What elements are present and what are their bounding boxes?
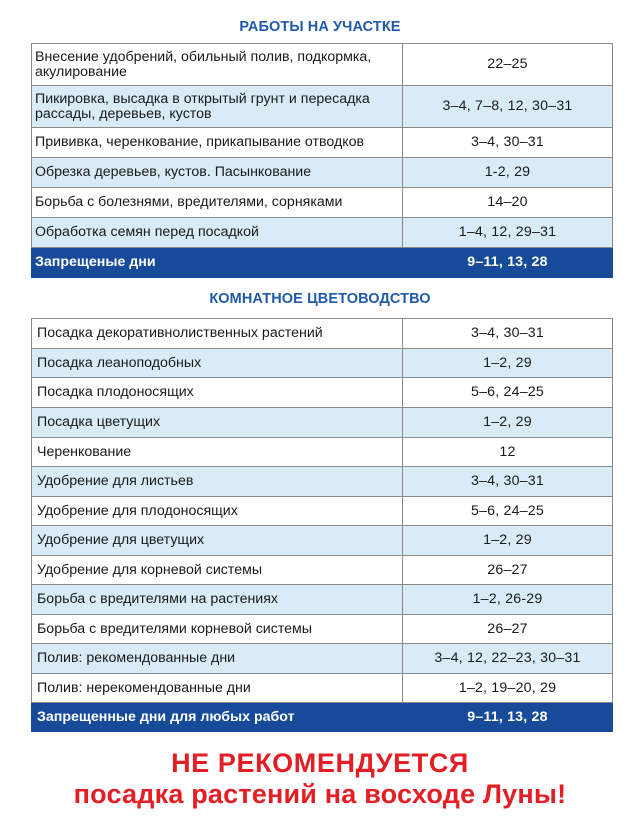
row-dates: 12 bbox=[403, 438, 613, 467]
table-row bbox=[32, 86, 613, 128]
row-label: Полив: рекомендованные дни bbox=[32, 644, 403, 674]
warning-heading: НЕ РЕКОМЕНДУЕТСЯ bbox=[171, 748, 469, 778]
row-label: Удобрение для плодоносящих bbox=[32, 497, 403, 526]
forbidden-days-row bbox=[32, 703, 613, 732]
row-dates: 3–4, 30–31 bbox=[403, 467, 613, 497]
table-row bbox=[32, 526, 613, 556]
row-label: Борьба с болезнями, вредителями, сорняками bbox=[32, 188, 403, 218]
table-row bbox=[32, 674, 613, 703]
forbidden-days-row bbox=[32, 248, 613, 278]
row-dates: 3–4, 7–8, 12, 30–31 bbox=[403, 86, 613, 128]
row-dates: 5–6, 24–25 bbox=[403, 497, 613, 526]
row-dates: 5–6, 24–25 bbox=[403, 378, 613, 408]
row-label: Посадка цветущих bbox=[32, 408, 403, 438]
row-label: Борьба с вредителями корневой системы bbox=[32, 615, 403, 644]
row-dates: 1-2, 29 bbox=[403, 158, 613, 188]
row-label: Запрещенные дни для любых работ bbox=[32, 703, 403, 732]
section-title-indoor: КОМНАТНОЕ ЦВЕТОВОДСТВО bbox=[209, 291, 431, 307]
row-dates: 9–11, 13, 28 bbox=[403, 703, 613, 732]
table-row bbox=[32, 349, 613, 378]
row-dates: 3–4, 30–31 bbox=[403, 128, 613, 158]
table-row bbox=[32, 644, 613, 674]
row-dates: 1–2, 19–20, 29 bbox=[403, 674, 613, 703]
garden-works-table bbox=[31, 43, 613, 278]
row-label: Посадка леаноподобных bbox=[32, 349, 403, 378]
warning-text: посадка растений на восходе Луны! bbox=[73, 779, 567, 809]
row-label: Посадка плодоносящих bbox=[32, 378, 403, 408]
table-row bbox=[32, 556, 613, 585]
table-row bbox=[32, 585, 613, 615]
table-row bbox=[32, 615, 613, 644]
table-row bbox=[32, 128, 613, 158]
table-row bbox=[32, 378, 613, 408]
row-dates: 9–11, 13, 28 bbox=[403, 248, 613, 278]
row-dates: 1–2, 26-29 bbox=[403, 585, 613, 615]
table-row bbox=[32, 467, 613, 497]
row-dates: 3–4, 30–31 bbox=[403, 319, 613, 349]
indoor-plants-table bbox=[31, 318, 613, 732]
row-dates: 26–27 bbox=[403, 615, 613, 644]
row-label: Борьба с вредителями на растениях bbox=[32, 585, 403, 615]
table-row bbox=[32, 188, 613, 218]
row-label: Посадка декоративнолиственных растений bbox=[32, 319, 403, 349]
row-label: Удобрение для корневой системы bbox=[32, 556, 403, 585]
row-dates: 14–20 bbox=[403, 188, 613, 218]
table-row bbox=[32, 438, 613, 467]
row-label: Удобрение для цветущих bbox=[32, 526, 403, 556]
row-dates: 1–2, 29 bbox=[403, 349, 613, 378]
table-row bbox=[32, 44, 613, 86]
row-label: Обрезка деревьев, кустов. Пасынкование bbox=[32, 158, 403, 188]
row-label: Внесение удобрений, обильный полив, подкормка, акулирование bbox=[32, 44, 403, 86]
table-row bbox=[32, 497, 613, 526]
row-label: Пикировка, высадка в открытый грунт и пересадка рассады, деревьев, кустов bbox=[32, 86, 403, 128]
table-row bbox=[32, 319, 613, 349]
row-dates: 1–2, 29 bbox=[403, 526, 613, 556]
row-dates: 26–27 bbox=[403, 556, 613, 585]
row-label: Черенкование bbox=[32, 438, 403, 467]
table-row bbox=[32, 218, 613, 248]
row-label: Прививка, черенкование, прикапывание отводков bbox=[32, 128, 403, 158]
row-dates: 22–25 bbox=[403, 44, 613, 86]
row-dates: 1–2, 29 bbox=[403, 408, 613, 438]
row-dates: 1–4, 12, 29–31 bbox=[403, 218, 613, 248]
row-dates: 3–4, 12, 22–23, 30–31 bbox=[403, 644, 613, 674]
table-row bbox=[32, 408, 613, 438]
row-label: Удобрение для листьев bbox=[32, 467, 403, 497]
row-label: Запрещеные дни bbox=[32, 248, 403, 278]
table-row bbox=[32, 158, 613, 188]
row-label: Полив: нерекомендованные дни bbox=[32, 674, 403, 703]
section-title-garden: РАБОТЫ НА УЧАСТКЕ bbox=[239, 19, 401, 35]
row-label: Обработка семян перед посадкой bbox=[32, 218, 403, 248]
